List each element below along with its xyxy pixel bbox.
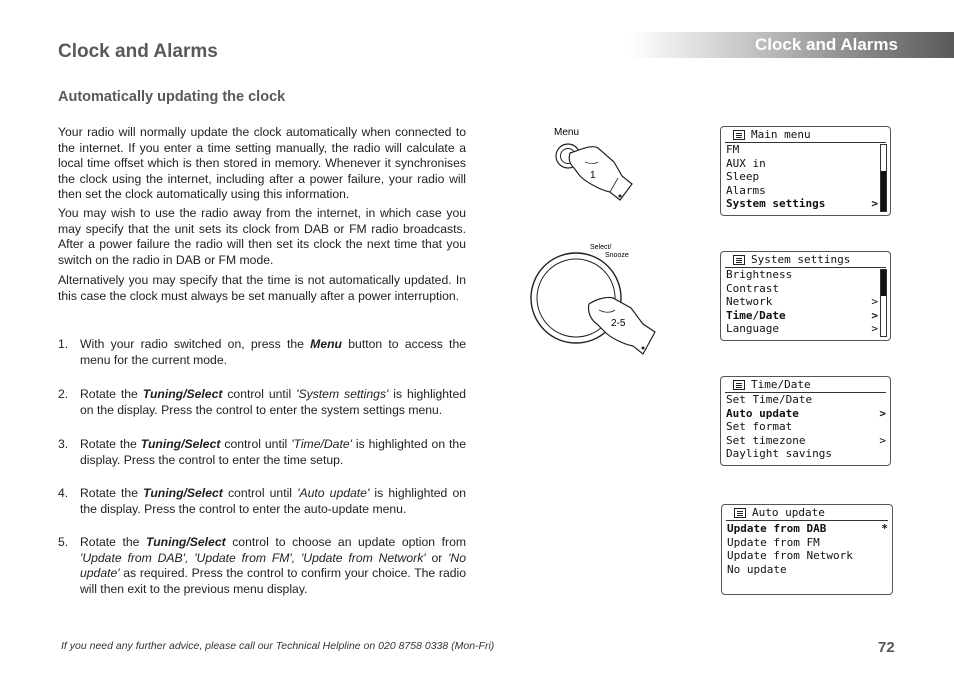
pointing-hand-icon bbox=[569, 147, 632, 200]
lcd-time-date bbox=[720, 376, 891, 466]
select-label-1: Select/ bbox=[590, 244, 612, 251]
lcd-item: Network > bbox=[726, 295, 878, 308]
lcd-item: Daylight savings bbox=[726, 447, 832, 460]
step-text: Rotate the Tuning/Select control until 'Time/Date' is highlighted on the display. Press the control to enter the time setup. bbox=[80, 437, 466, 467]
step-text: Rotate the Tuning/Select control until 'System settings' is highlighted on the display. Press the control to enter the system settings menu. bbox=[80, 387, 466, 417]
chevron-right-icon: > bbox=[871, 295, 878, 308]
section-title: Automatically updating the clock bbox=[58, 89, 286, 105]
lcd-item-selected: System settings > bbox=[726, 197, 878, 210]
step-1 bbox=[58, 337, 466, 368]
lcd-header: Time/Date bbox=[725, 378, 886, 393]
step-2 bbox=[58, 387, 466, 418]
paragraph-intro: Your radio will normally update the clock automatically when connected to the internet. If you enter a time setting manually, the radio will calculate a local time offset which is then stored in memory. Whenever it synchronises the clock using the internet, including after a power failure, your radio will then set the clock automatically using this information. bbox=[58, 125, 466, 202]
lcd-item-selected: Update from DAB * bbox=[727, 522, 888, 535]
footer-helpline: If you need any further advice, please call our Technical Helpline on 020 8758 0338 (Mon-Fri) bbox=[61, 640, 495, 652]
page-number: 72 bbox=[878, 639, 895, 656]
lcd-item: Set format bbox=[726, 420, 793, 433]
section-banner bbox=[630, 32, 954, 58]
chevron-right-icon: > bbox=[871, 308, 878, 322]
step-number: 4. bbox=[58, 486, 69, 500]
lcd-item: Alarms bbox=[726, 183, 766, 197]
menu-list-icon bbox=[733, 255, 745, 265]
banner-title: Clock and Alarms bbox=[755, 35, 898, 54]
lcd-header: Main menu bbox=[725, 128, 886, 143]
lcd-item: Set Time/Date bbox=[726, 393, 813, 406]
lcd-item: Set timezone > bbox=[726, 433, 886, 447]
lcd-scrollbar bbox=[880, 269, 887, 337]
step-text: Rotate the Tuning/Select control to choose an update option from 'Update from DAB', 'Update from FM', 'Update from Network' or 'No update' as required. Press the control to confirm your choice. The radio will then exit to the previous menu display. bbox=[80, 535, 467, 596]
chevron-right-icon: > bbox=[871, 197, 878, 210]
step-5 bbox=[58, 535, 466, 597]
menu-list-icon bbox=[733, 130, 745, 140]
select-step-number: 2-5 bbox=[611, 318, 626, 329]
step-4 bbox=[58, 486, 466, 517]
lcd-item: FM bbox=[726, 143, 740, 156]
lcd-main-menu bbox=[720, 126, 891, 216]
lcd-item: Brightness bbox=[726, 268, 793, 281]
lcd-scrollbar bbox=[880, 144, 887, 212]
chevron-right-icon: > bbox=[871, 322, 878, 335]
lcd-item: Contrast bbox=[726, 281, 779, 295]
lcd-item: Update from Network bbox=[727, 549, 853, 562]
step-number: 5. bbox=[58, 535, 69, 549]
menu-button-illustration bbox=[540, 120, 640, 210]
lcd-item-selected: Time/Date > bbox=[726, 308, 878, 322]
menu-list-icon bbox=[733, 380, 745, 390]
menu-list-icon bbox=[734, 508, 746, 518]
select-label-2: Snooze bbox=[605, 252, 629, 259]
paragraph-offline: You may wish to use the radio away from the internet, in which case you may specify that the unit sets its clock from DAB or FM radio broadcasts. After a power failure the radio will then set its clock the next time that you switch on the radio in DAB or FM mode. bbox=[58, 206, 466, 267]
lcd-item-selected: Auto update > bbox=[726, 406, 886, 420]
lcd-item: Sleep bbox=[726, 170, 760, 183]
lcd-item: No update bbox=[727, 562, 787, 576]
lcd-header: Auto update bbox=[726, 506, 888, 521]
chevron-right-icon: > bbox=[879, 406, 886, 420]
step-number: 3. bbox=[58, 437, 69, 451]
lcd-item: Update from FM bbox=[727, 535, 820, 549]
select-knob-illustration bbox=[525, 240, 665, 360]
step-text: With your radio switched on, press the Menu button to access the menu for the current mode. bbox=[80, 337, 466, 367]
lcd-auto-update bbox=[721, 504, 893, 595]
menu-step-number: 1 bbox=[590, 170, 596, 181]
step-number: 2. bbox=[58, 387, 69, 401]
step-text: Rotate the Tuning/Select control until 'Auto update' is highlighted on the display. Press the control to enter the auto-update menu. bbox=[80, 486, 467, 516]
lcd-item: AUX in bbox=[726, 156, 766, 170]
lcd-system-settings bbox=[720, 251, 891, 341]
lcd-item: Language > bbox=[726, 322, 878, 335]
chevron-right-icon: > bbox=[879, 433, 886, 447]
menu-button-label: Menu bbox=[554, 127, 580, 138]
asterisk-icon: * bbox=[881, 522, 888, 535]
lcd-header: System settings bbox=[725, 253, 886, 268]
step-number: 1. bbox=[58, 337, 69, 351]
paragraph-manual: Alternatively you may specify that the time is not automatically updated. In this case the clock must always be set manually after a power interruption. bbox=[58, 273, 466, 303]
step-3 bbox=[58, 437, 466, 468]
page-title: Clock and Alarms bbox=[58, 41, 218, 62]
